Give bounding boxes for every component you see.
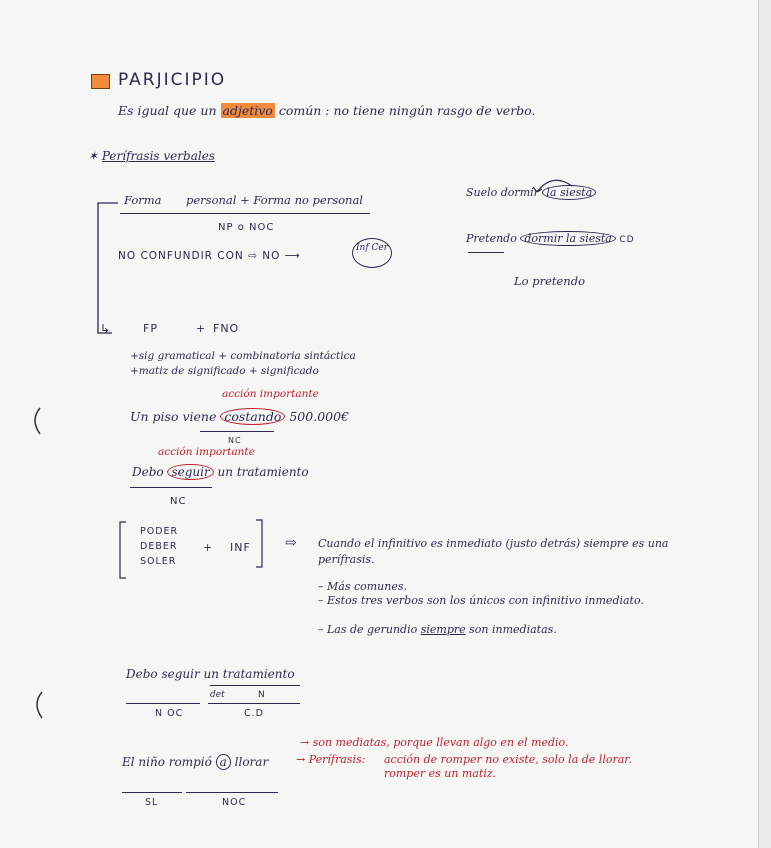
verbs-plus: + bbox=[203, 541, 214, 554]
ex4-pre: El niño rompió bbox=[122, 755, 212, 769]
lo-pretendo: Lo pretendo bbox=[514, 274, 585, 288]
note-2: +matiz de significado + significado bbox=[130, 365, 319, 377]
section-label: Perífrasis verbales bbox=[101, 149, 215, 163]
ex1-circled: costando bbox=[220, 408, 285, 425]
title-bullet-icon bbox=[91, 74, 110, 89]
li3-underlined: siempre bbox=[420, 623, 466, 636]
formula-np: NP o NOC bbox=[218, 222, 275, 233]
ex4-reason-2-text: acción de romper no existe, solo la de llorar. bbox=[384, 753, 632, 766]
ex2-annotation: acción importante bbox=[158, 446, 255, 458]
intro-pre: Es igual que un bbox=[118, 103, 217, 118]
ex2-nc: NC bbox=[170, 496, 187, 507]
ex3-n: N bbox=[258, 690, 266, 700]
ex4-post: llorar bbox=[234, 755, 269, 769]
ex1-underline bbox=[200, 431, 274, 432]
section-heading bbox=[88, 149, 215, 163]
ex4-underline-1 bbox=[122, 792, 182, 793]
verb-poder: PODER bbox=[140, 526, 179, 537]
pretendo-circled: dormir la siesta bbox=[520, 231, 616, 246]
ex4-reason-1: → son mediatas, porque llevan algo en el medio. bbox=[300, 736, 569, 749]
verb-soler: SOLER bbox=[140, 556, 177, 567]
verbs-li-3 bbox=[318, 623, 557, 636]
ex1-sentence bbox=[130, 409, 349, 424]
verbs-li-2: – Estos tres verbos son los únicos con infinitivo inmediato. bbox=[318, 594, 644, 607]
ex3-noc: N OC bbox=[155, 708, 184, 719]
ex4-underline-2 bbox=[186, 792, 278, 793]
ex2-post: un tratamiento bbox=[217, 465, 309, 479]
ex2-sentence bbox=[132, 465, 309, 479]
fno-label: FNO bbox=[213, 322, 240, 335]
ex1-annotation: acción importante bbox=[222, 388, 319, 400]
fp-arrow-icon: ↳ bbox=[100, 322, 112, 336]
suelo-circled: la siesta bbox=[542, 185, 596, 200]
intro-highlight: adjetivo bbox=[222, 103, 273, 118]
page-title: PARJICIPIO bbox=[118, 70, 227, 90]
formula-personal: personal + Forma no personal bbox=[186, 193, 363, 207]
ex4-sentence bbox=[122, 755, 268, 769]
ex1-post: 500.000€ bbox=[289, 409, 350, 424]
formula-underline bbox=[120, 213, 370, 214]
suelo-pre: Suelo dormir bbox=[466, 186, 539, 199]
ex3-top-bracket bbox=[210, 685, 300, 686]
verbs-li-1: – Más comunes. bbox=[318, 580, 407, 593]
li3-pre: – Las de gerundio bbox=[318, 623, 418, 636]
note-1: +sig gramatical + combinatoria sintáctica bbox=[130, 350, 356, 362]
li3-post: son inmediatas. bbox=[469, 623, 557, 636]
pretendo-underline bbox=[468, 252, 504, 253]
example-suelo bbox=[466, 186, 596, 199]
ex4-reason-2-label: → Perífrasis: bbox=[296, 753, 366, 766]
ex3-underline-1 bbox=[126, 703, 200, 704]
example-pretendo bbox=[466, 232, 635, 245]
verbs-rule-2: perífrasis. bbox=[318, 553, 375, 566]
ex3-sentence: Debo seguir un tratamiento bbox=[126, 667, 295, 681]
inf-cer-circle: Inf Cer bbox=[352, 238, 392, 268]
no-confundir: NO CONFUNDIR CON ⇨ NO ⟶ bbox=[118, 250, 301, 262]
verbs-inf: INF bbox=[230, 541, 251, 554]
ex4-circled: a bbox=[216, 754, 231, 770]
ex4-sl: SL bbox=[145, 797, 159, 808]
verb-deber: DEBER bbox=[140, 541, 178, 552]
intro-line bbox=[118, 103, 535, 118]
ex4-noc: NOC bbox=[222, 797, 247, 808]
ex3-det: det bbox=[210, 690, 225, 700]
verbs-rule-1: Cuando el infinitivo es inmediato (justo detrás) siempre es una bbox=[318, 537, 669, 550]
verbs-arrow-icon: ⇨ bbox=[285, 535, 297, 551]
pretendo-pre: Pretendo bbox=[466, 232, 517, 245]
pretendo-cd: CD bbox=[619, 235, 635, 245]
intro-post: común : no tiene ningún rasgo de verbo. bbox=[278, 103, 536, 118]
fp-plus: + bbox=[196, 322, 207, 335]
formula-forma: Forma bbox=[124, 193, 162, 207]
ex4-reason-3: romper es un matiz. bbox=[384, 767, 497, 780]
ex1-nc: NC bbox=[228, 436, 242, 445]
ex2-pre: Debo bbox=[132, 465, 164, 479]
fp-label: FP bbox=[143, 322, 158, 335]
ex3-underline-2 bbox=[208, 703, 300, 704]
star-bullet-icon: ✶ bbox=[88, 149, 99, 163]
ex2-circled: seguir bbox=[167, 464, 213, 480]
ex2-underline bbox=[130, 487, 212, 488]
ex3-cd: C.D bbox=[244, 708, 264, 719]
ex1-pre: Un piso viene bbox=[130, 409, 217, 424]
